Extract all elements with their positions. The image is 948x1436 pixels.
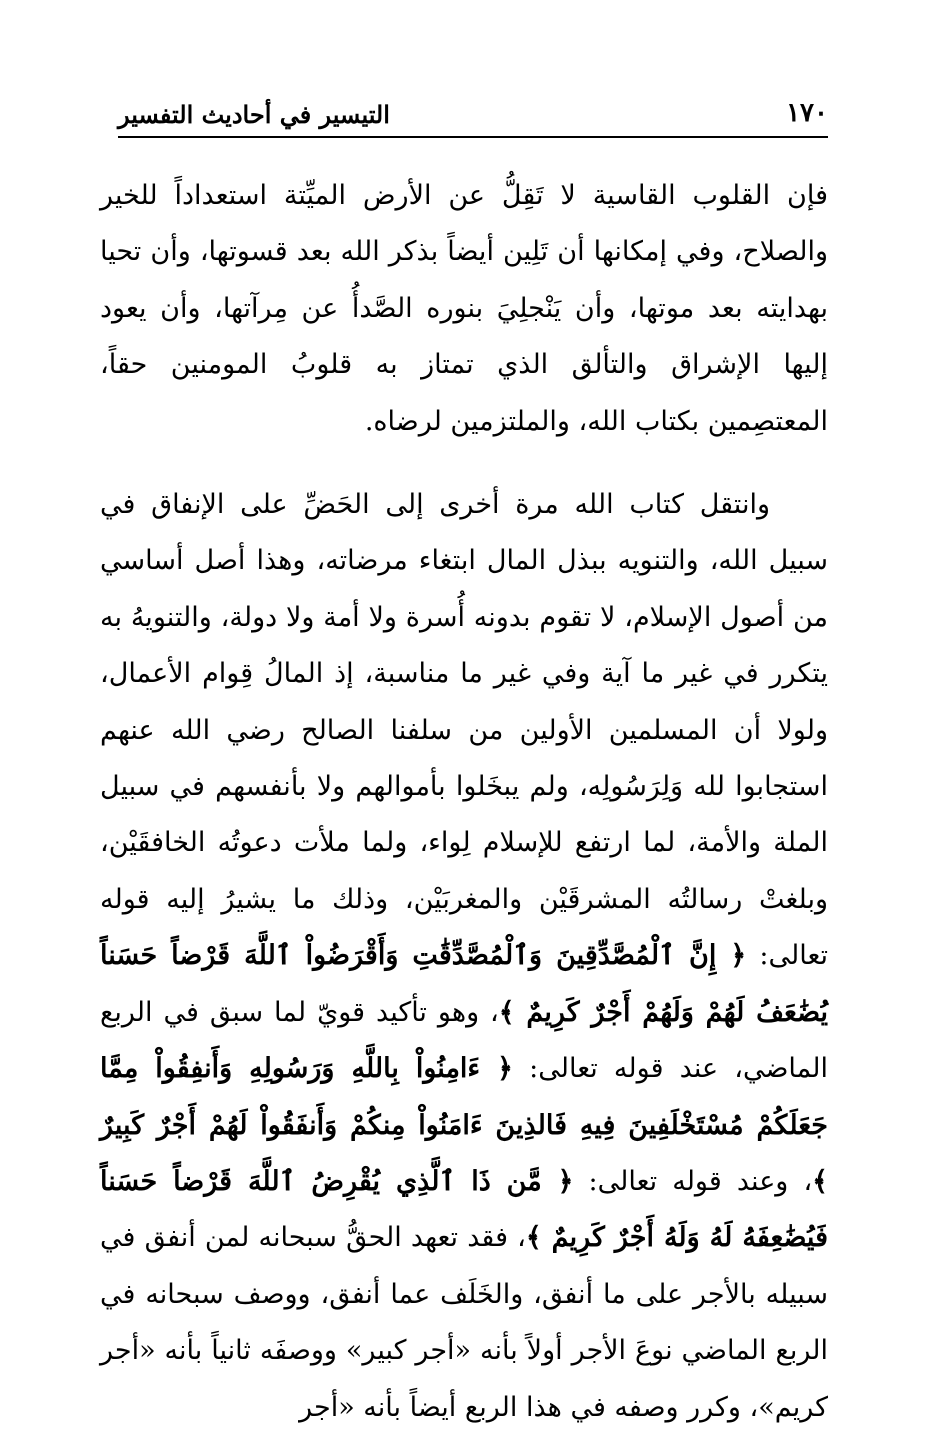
paragraph-2-ending: ، فقد تعهد الحقُّ سبحانه لمن أنفق في سبيله بالأجر على ما أنفق، والخَلَف عما أنفق، ووصف سبحانه في الربع الماضي نوعَ الأجر أولاً بأنه «أجر كبير» ووصفَه ثانياً بأنه «أجر كريم»، وكرر وصفه في هذا الربع أيضاً بأنه «أجر: [100, 1222, 828, 1423]
page-header: [118, 98, 828, 138]
paragraph-2-middle-2: ، وعند قوله تعالى:: [588, 1165, 813, 1197]
quran-verse-1: ﴿ إِنَّ ٱلْمُصَّدِّقِينَ وَٱلْمُصَّدِّقَٰتِ وَأَقْرَضُواْ ٱللَّهَ قَرْضاً حَسَناً يُضَٰعَفُ لَهُمْ وَلَهُمْ أَجْرٌ كَرِيمٌ ﴾: [100, 940, 828, 1028]
body-text: [100, 168, 828, 1436]
paragraph-1: فإن القلوب القاسية لا تَقِلُّ عن الأرض الميِّتة استعداداً للخير والصلاح، وفي إمكانها أن تَلِين أيضاً بذكر الله بعد قسوتها، وأن تحيا بهدايته بعد موتها، وأن يَنْجلِيَ بنوره الصَّدأُ عن مِرآتها، وأن يعود إليها الإشراق والتألق الذي تمتاز به قلوبُ المومنين حقاً، المعتصِمين بكتاب الله، والملتزمين لرضاه.: [100, 180, 828, 437]
page-number: ١٧٠: [786, 98, 828, 128]
running-title: التيسير في أحاديث التفسير: [118, 100, 390, 129]
quran-verse-2: ﴿ ءَامِنُواْ بِاللَّهِ وَرَسُولِهِ وَأَنفِقُواْ مِمَّا جَعَلَكُمْ مُسْتَخْلَفِينَ فِيهِ فَالذِينَ ءَامَنُواْ مِنكُمْ وَأَنفَقُواْ لَهُمْ أَجْرٌ كَبِيرٌ ﴾: [100, 1053, 828, 1197]
header-divider: [118, 136, 828, 138]
paragraph-2-intro: وانتقل كتاب الله مرة أخرى إلى الحَضِّ على الإنفاق في سبيل الله، والتنويه ببذل المال ابتغاء مرضاته، وهذا أصل أساسي من أصول الإسلام، لا تقوم بدونه أُسرة ولا أمة ولا دولة، والتنويهُ به يتكرر في غير ما آية وفي غير ما مناسبة، إذ المالُ قِوام الأعمال، ولولا أن المسلمين الأولين من سلفنا الصالح رضي الله عنهم استجابوا لله وَلِرَسُولِه، ولم يبخَلوا بأموالهم ولا بأنفسهم في سبيل الملة والأمة، لما ارتفع للإسلام لِواء، ولما ملأت دعوتُه الخافقَيْن، وبلغتْ رسالتُه المشرقَيْن والمغربَيْن، وذلك ما يشيرُ إليه قوله تعالى:: [100, 489, 828, 972]
paragraph-2: [100, 477, 828, 1436]
paragraph-2-middle-1: ، وهو تأكيد قويّ لما سبق في الربع الماضي، عند قوله تعالى:: [100, 996, 828, 1085]
quran-verse-3: ﴿ مَّن ذَا ٱلَّذِي يُقْرِضُ ٱللَّهَ قَرْضاً حَسَناً فَيُضَٰعِفَهُ لَهُ وَلَهُ أَجْرٌ كَرِيمٌ ﴾: [100, 1165, 828, 1254]
